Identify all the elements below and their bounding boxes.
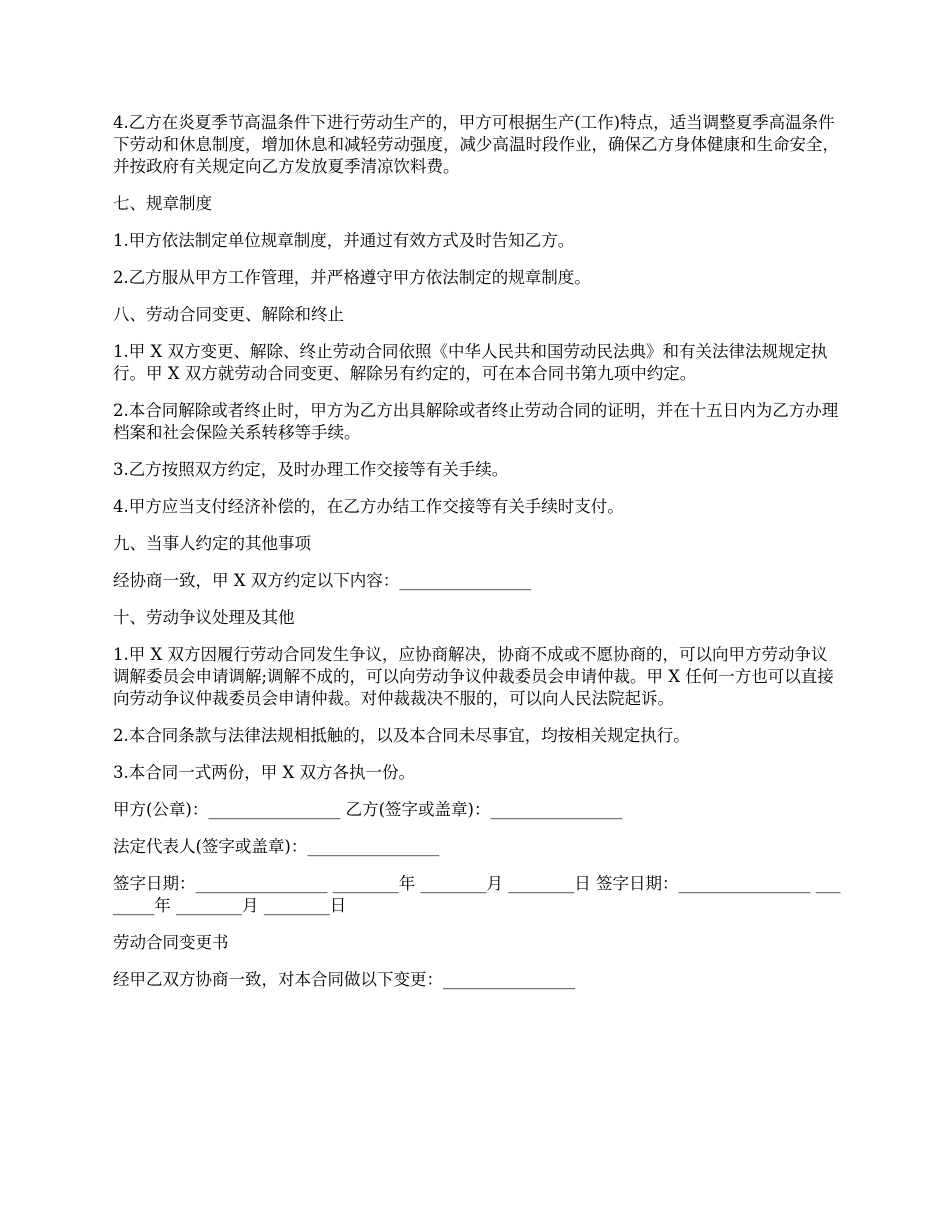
- paragraph-rules-2: 2.乙方服从甲方工作管理，并严格遵守甲方依法制定的规章制度。: [113, 268, 591, 287]
- paragraph-change-3: 3.乙方按照双方约定，及时办理工作交接等有关手续。: [113, 460, 509, 479]
- paragraph-change-2: 2.本合同解除或者终止时，甲方为乙方出具解除或者终止劳动合同的证明，并在十五日内为乙方办理档案和社会保险关系转移等手续。: [113, 401, 839, 442]
- paragraph-change-letter: 经甲乙双方协商一致，对本合同做以下变更：________________: [113, 970, 575, 989]
- section-heading-rules: 七、规章制度: [113, 194, 212, 213]
- paragraph-rules-1: 1.甲方依法制定单位规章制度，并通过有效方式及时告知乙方。: [113, 231, 575, 250]
- document-page: [113, 112, 843, 1006]
- paragraph-change-4: 4.甲方应当支付经济补偿的，在乙方办结工作交接等有关手续时支付。: [113, 497, 624, 516]
- paragraph-agreed-content: 经协商一致，甲 X 双方约定以下内容：________________: [113, 571, 532, 590]
- section-heading-contract-change: 八、劳动合同变更、解除和终止: [113, 305, 344, 324]
- paragraph-disputes-3: 3.本合同一式两份，甲 X 双方各执一份。: [113, 763, 415, 782]
- paragraph-disputes-2: 2.本合同条款与法律法规相抵触的，以及本合同未尽事宜，均按相关规定执行。: [113, 726, 690, 745]
- signature-line-legal-rep: 法定代表人(签字或盖章)：________________: [113, 837, 440, 856]
- signature-dates: 签字日期：________________ ________年 ________月 ________日 签字日期：________________ ________年 ________月 ________日: [113, 874, 841, 915]
- paragraph-change-1: 1.甲 X 双方变更、解除、终止劳动合同依照《中华人民共和国劳动民法典》和有关法律法规规定执行。甲 X 双方就劳动合同变更、解除另有约定的，可在本合同书第九项中约定。: [113, 342, 828, 383]
- section-heading-other-matters: 九、当事人约定的其他事项: [113, 534, 311, 553]
- paragraph-high-temperature: 4.乙方在炎夏季节高温条件下进行劳动生产的，甲方可根据生产(工作)特点，适当调整夏季高温条件下劳动和休息制度，增加休息和减轻劳动强度，减少高温时段作业，确保乙方身体健康和生命安全，并按政府有关规定向乙方发放夏季清凉饮料费。: [113, 113, 839, 176]
- signature-line-parties: 甲方(公章)：________________ 乙方(签字或盖章)：________________: [113, 800, 623, 819]
- paragraph-disputes-1: 1.甲 X 双方因履行劳动合同发生争议，应协商解决，协商不成或不愿协商的，可以向甲方劳动争议调解委员会申请调解;调解不成的，可以向劳动争议仲裁委员会申请仲裁。甲 X 任何一方也可以直接向劳动争议仲裁委员会申请仲裁。对仲裁裁决不服的，可以向人民法院起诉。: [113, 645, 834, 708]
- section-heading-change-letter: 劳动合同变更书: [113, 933, 229, 952]
- section-heading-disputes: 十、劳动争议处理及其他: [113, 608, 295, 627]
